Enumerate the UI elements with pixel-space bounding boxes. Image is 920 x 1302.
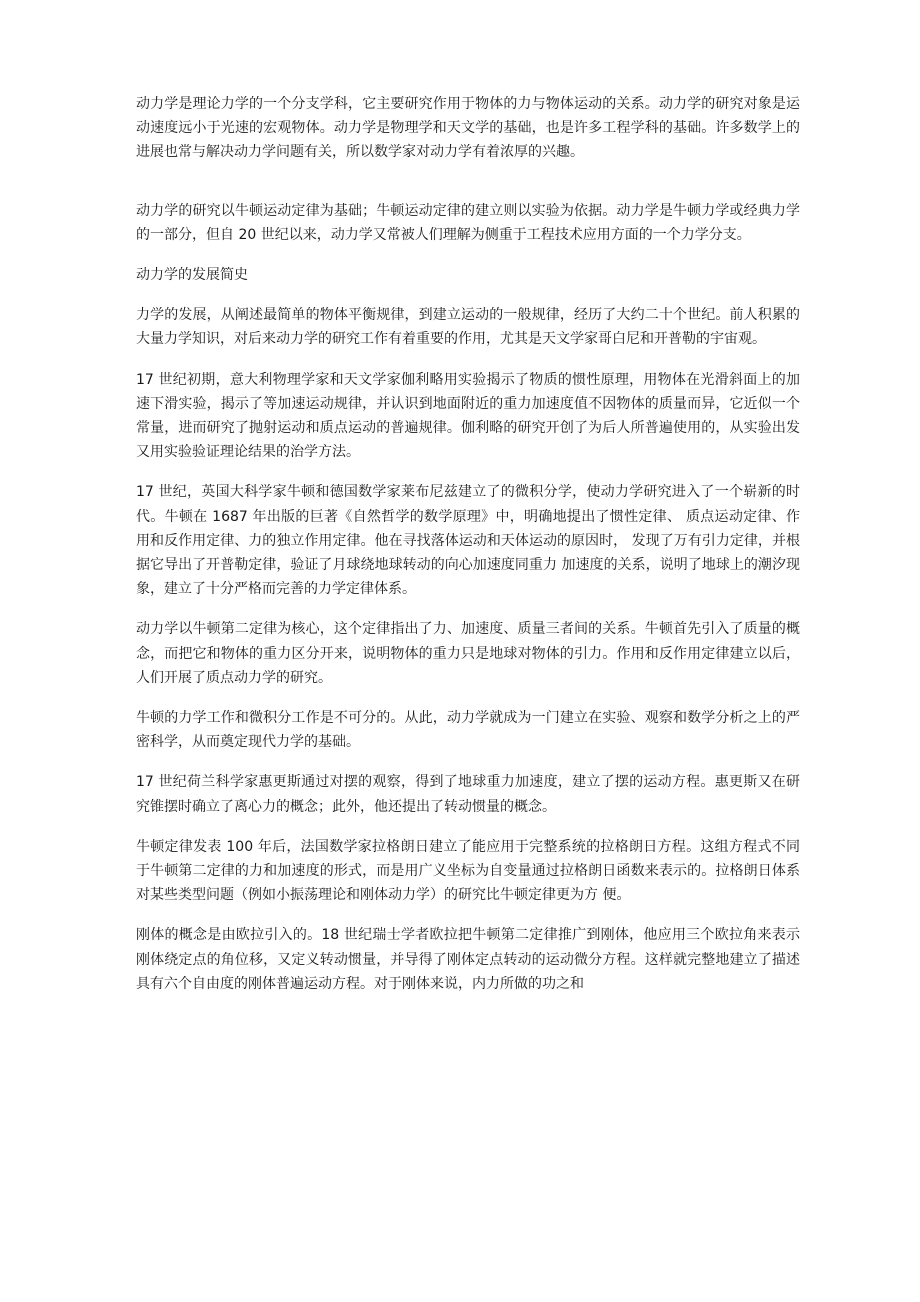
section-heading-history: 动力学的发展简史 xyxy=(136,267,248,284)
paragraph-euler: 刚体的概念是由欧拉引入的。18 世纪瑞士学者欧拉把牛顿第二定律推广到刚体，他应用三个欧拉角来表示刚体绕定点的角位移，又定义转动惯量，并导得了刚体定点转动的运动微分方程。这样就完整地建立了描述具有六个自由度的刚体普遍运动方程。对于刚体来说，内力所做的功之和 xyxy=(136,927,800,992)
paragraph-huygens: 17 世纪荷兰科学家惠更斯通过对摆的观察，得到了地球重力加速度，建立了摆的运动方程。惠更斯又在研究锥摆时确立了离心力的概念；此外，他还提出了转动惯量的概念。 xyxy=(136,774,800,815)
paragraph-history-overview: 力学的发展，从阐述最简单的物体平衡规律，到建立运动的一般规律，经历了大约二十个世纪。前人积累的大量力学知识，对后来动力学的研究工作有着重要的作用，尤其是天文学家哥白尼和开普勒的宇宙观。 xyxy=(136,307,800,348)
paragraph-lagrange: 牛顿定律发表 100 年后，法国数学家拉格朗日建立了能应用于完整系统的拉格朗日方程。这组方程式不同于牛顿第二定律的力和加速度的形式，而是用广义坐标为自变量通过拉格朗日函数来表示的。拉格朗日体系对某些类型问题（例如小振荡理论和刚体动力学）的研究比牛顿定律更为方 便。 xyxy=(136,838,800,904)
paragraph-foundation: 动力学的研究以牛顿运动定律为基础；牛顿运动定律的建立则以实验为依据。动力学是牛顿力学或经典力学的一部分，但自 20 世纪以来，动力学又常被人们理解为侧重于工程技术应用方面的一个力学分支。 xyxy=(136,202,800,243)
paragraph-newton-leibniz: 17 世纪，英国大科学家牛顿和德国数学家莱布尼兹建立了的微积分学，使动力学研究进入了一个崭新的时代。牛顿在 1687 年出版的巨著《自然哲学的数学原理》中，明确地提出了惯性定律、 质点运动定律、作用和反作用定律、力的独立作用定律。他在寻找落体运动和天体运动的原因时， 发现了万有引力定律，并根据它导出了开普勒定律，验证了月球绕地球转动的向心加速度同重力 加速度的关系，说明了地球上的潮汐现象，建立了十分严格而完善的力学定律体系。 xyxy=(136,484,800,598)
paragraph-intro: 动力学是理论力学的一个分支学科，它主要研究作用于物体的力与物体运动的关系。动力学的研究对象是运动速度远小于光速的宏观物体。动力学是物理学和天文学的基础，也是许多工程学科的基础。许多数学上的进展也常与解决动力学问题有关，所以数学家对动力学有着浓厚的兴趣。 xyxy=(136,96,800,161)
paragraph-galileo: 17 世纪初期，意大利物理学家和天文学家伽利略用实验揭示了物质的惯性原理，用物体在光滑斜面上的加速下滑实验，揭示了等加速运动规律，并认识到地面附近的重力加速度值不因物体的质量而异，它近似一个常量，进而研究了抛射运动和质点运动的普遍规律。伽利略的研究开创了为后人所普遍使用的，从实验出发又用实验验证理论结果的治学方法。 xyxy=(136,371,800,461)
document-body xyxy=(136,92,800,996)
paragraph-calculus: 牛顿的力学工作和微积分工作是不可分的。从此，动力学就成为一门建立在实验、观察和数学分析之上的严密科学，从而奠定现代力学的基础。 xyxy=(136,710,800,751)
paragraph-second-law: 动力学以牛顿第二定律为核心，这个定律指出了力、加速度、质量三者间的关系。牛顿首先引入了质量的概念，而把它和物体的重力区分开来，说明物体的重力只是地球对物体的引力。作用和反作用定律建立以后，人们开展了质点动力学的研究。 xyxy=(136,621,800,686)
